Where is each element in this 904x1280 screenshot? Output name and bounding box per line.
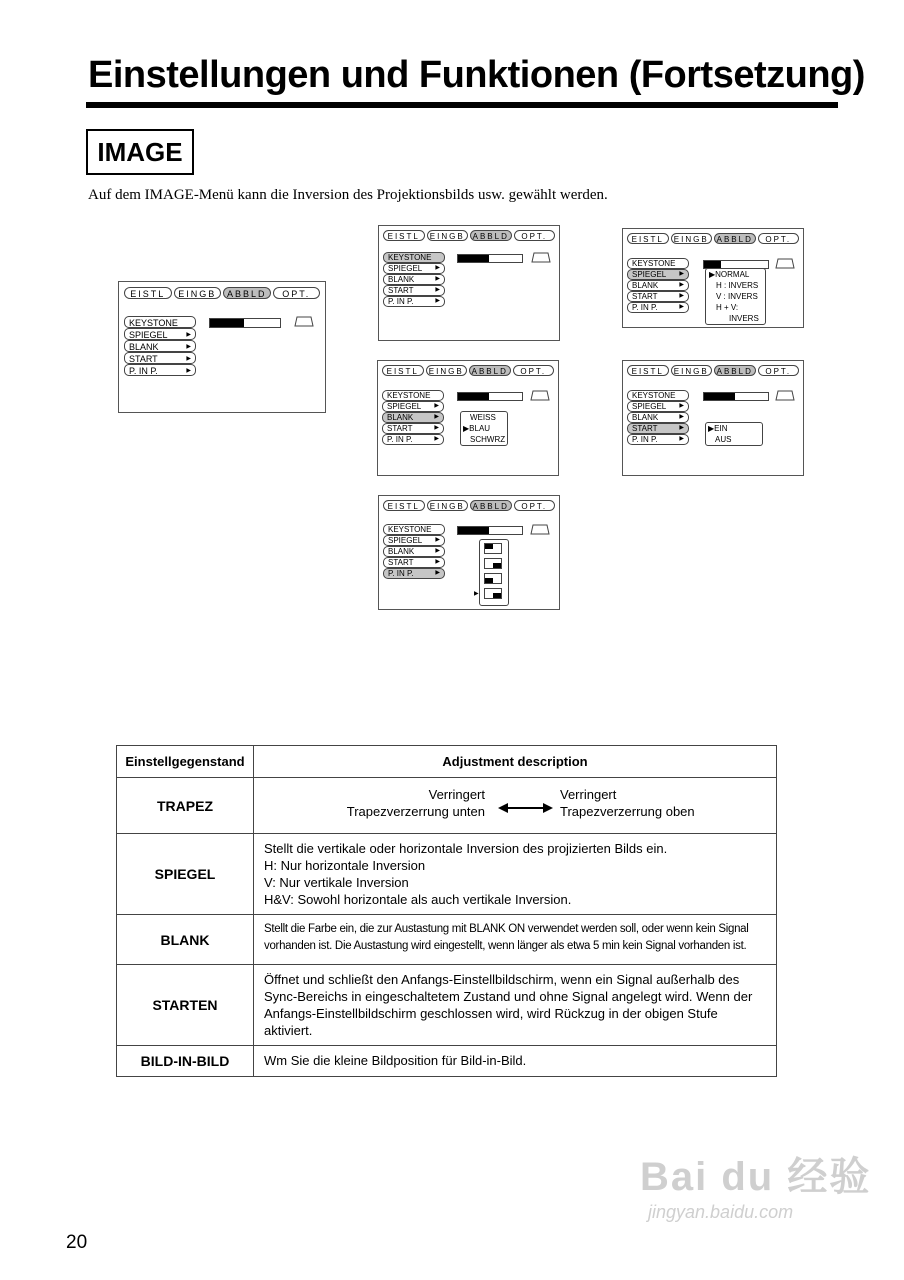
menu-item-spiegel[interactable] [124, 328, 196, 340]
row-desc-bild-in-bild [254, 1046, 777, 1077]
menu-item-start[interactable] [383, 285, 445, 296]
page-number: 20 [66, 1232, 88, 1253]
menu-item-pinp[interactable] [383, 296, 445, 307]
arrow-right-icon: ▶ [435, 570, 440, 576]
pinp-bottom-left-icon[interactable] [484, 573, 502, 584]
menu-item-spiegel[interactable] [627, 269, 689, 280]
tab-opt[interactable]: OPT. [514, 230, 556, 241]
menu-item-keystone[interactable] [627, 258, 689, 269]
menu-item-label: START [388, 286, 414, 295]
tab-abbld[interactable]: ABBLD [470, 230, 512, 241]
menu-item-label: SPIEGEL [387, 402, 422, 411]
row-label-blank: BLANK [117, 915, 254, 965]
blank-submenu [460, 411, 508, 446]
menu-item-spiegel[interactable] [627, 401, 689, 412]
menu-item-label: SPIEGEL [388, 536, 423, 545]
tab-eistl[interactable]: EISTL [383, 230, 425, 241]
trapez-right-text [560, 786, 695, 820]
tab-eistl[interactable]: EISTL [382, 365, 424, 376]
option-blau[interactable]: ▶BLAU [463, 424, 491, 433]
double-arrow-icon [498, 802, 553, 814]
tab-abbld[interactable]: ABBLD [714, 365, 756, 376]
arrow-right-icon: ▶ [435, 276, 440, 282]
menu-item-pinp[interactable] [382, 434, 444, 445]
arrow-right-icon: ▶ [679, 425, 684, 431]
arrow-right-icon: ▶ [679, 403, 684, 409]
menu-item-blank[interactable] [627, 280, 689, 291]
arrow-right-icon: ▶ [435, 548, 440, 554]
menu-item-label: P. IN P. [387, 435, 413, 444]
menu-item-spiegel[interactable] [383, 535, 445, 546]
menu-item-start[interactable] [627, 291, 689, 302]
tab-eistl[interactable]: EISTL [383, 500, 425, 511]
menu-item-label: BLANK [388, 547, 415, 556]
row-desc-trapez [254, 778, 777, 834]
osd-tabs [383, 500, 555, 511]
menu-item-label: START [632, 292, 658, 301]
keystone-slider[interactable] [457, 254, 523, 263]
osd-keystone [378, 225, 560, 341]
menu-item-start[interactable] [627, 423, 689, 434]
tab-eingb[interactable]: EINGB [671, 365, 713, 376]
trapezoid-icon [531, 252, 551, 263]
watermark-logo: Bai du 经验 [640, 1155, 872, 1199]
column-header-description: Adjustment description [254, 746, 777, 778]
osd-pinp [378, 495, 560, 610]
page-title: Einstellungen und Funktionen (Fortsetzung) [88, 54, 865, 96]
menu-item-blank[interactable] [382, 412, 444, 423]
tab-abbld[interactable]: ABBLD [470, 500, 512, 511]
osd-tabs [383, 230, 555, 241]
intro-text: Auf dem IMAGE-Menü kann die Inversion des Projektionsbilds usw. gewählt werden. [88, 187, 608, 203]
arrow-right-icon: ▶ [434, 425, 439, 431]
desc-line: H: Nur horizontale Inversion [264, 858, 426, 873]
menu-item-blank[interactable] [124, 340, 196, 352]
desc-line: Anfangs-Einstellbildschirm geschlossen wird, wird Rückzug in der obigen Stufe aktiviert. [264, 1006, 718, 1038]
keystone-slider[interactable] [457, 392, 523, 401]
row-label-trapez: TRAPEZ [117, 778, 254, 834]
table-row [117, 1046, 777, 1077]
slider-fill [458, 255, 489, 262]
trapezoid-icon [530, 390, 550, 401]
desc-line: Stellt die Farbe ein, die zur Austastung mit BLANK ON verwendet werden soll, oder wenn kein Signal [264, 923, 749, 935]
desc-line: Sync-Bereichs in eingeschaltetem Zustand und ohne Signal angelegt wird. Wenn der [264, 989, 753, 1004]
osd-tabs [124, 287, 320, 299]
tab-abbld[interactable]: ABBLD [714, 233, 756, 244]
menu-item-label: START [129, 354, 158, 364]
arrow-right-icon: ▶ [679, 436, 684, 442]
arrow-right-icon: ▶ [435, 298, 440, 304]
trapezoid-icon [530, 524, 550, 535]
option-v-invers[interactable]: V : INVERS [716, 292, 758, 301]
menu-item-label: KEYSTONE [632, 259, 676, 268]
menu-item-label: BLANK [632, 413, 659, 422]
menu-item-keystone[interactable] [383, 524, 445, 535]
desc-line: Stellt die vertikale oder horizontale Inversion des projizierten Bilds ein. [264, 841, 668, 856]
row-desc-blank [254, 915, 777, 965]
column-header-item: Einstellgegenstand [117, 746, 254, 778]
title-rule [86, 102, 838, 108]
option-hv-invers[interactable]: H + V: [716, 303, 739, 312]
tab-eistl[interactable]: EISTL [627, 233, 669, 244]
tab-eingb[interactable]: EINGB [671, 233, 713, 244]
arrow-right-icon: ▶ [679, 304, 684, 310]
pinp-top-right-icon[interactable] [484, 558, 502, 569]
option-h-invers[interactable]: H : INVERS [716, 281, 759, 290]
tab-eingb[interactable]: EINGB [174, 287, 222, 299]
arrow-right-icon: ▶ [186, 368, 191, 374]
menu-item-label: P. IN P. [632, 303, 658, 312]
menu-item-blank[interactable] [383, 546, 445, 557]
tab-opt[interactable]: OPT. [273, 287, 321, 299]
osd-tabs [627, 233, 799, 244]
arrow-right-icon: ▶ [435, 287, 440, 293]
slider-fill [458, 527, 489, 534]
osd-spiegel [622, 228, 804, 328]
trapez-left-text [347, 786, 485, 820]
row-label-spiegel: SPIEGEL [117, 834, 254, 915]
trapezoid-icon [294, 316, 314, 327]
arrow-right-icon: ▶ [435, 265, 440, 271]
menu-item-spiegel[interactable] [382, 401, 444, 412]
menu-item-label: P. IN P. [388, 297, 414, 306]
menu-item-label: BLANK [632, 281, 659, 290]
menu-item-label: KEYSTONE [129, 318, 178, 328]
slider-fill [458, 393, 489, 400]
row-label-starten: STARTEN [117, 965, 254, 1046]
menu-item-keystone[interactable] [124, 316, 196, 328]
osd-blank [377, 360, 559, 476]
arrow-right-icon: ▶ [186, 356, 191, 362]
menu-item-label: START [632, 424, 658, 433]
option-schwrz[interactable]: SCHWRZ [470, 435, 506, 444]
watermark-url: jingyan.baidu.com [648, 1202, 794, 1222]
menu-item-start[interactable] [382, 423, 444, 434]
keystone-slider[interactable] [703, 392, 769, 401]
trapez-right-line1: Verringert [560, 786, 617, 802]
arrow-right-icon: ▶ [679, 271, 684, 277]
menu-item-label: KEYSTONE [632, 391, 676, 400]
menu-item-keystone[interactable] [382, 390, 444, 401]
row-label-bild-in-bild: BILD-IN-BILD [117, 1046, 254, 1077]
menu-item-pinp[interactable] [627, 302, 689, 313]
tab-opt[interactable]: OPT. [758, 365, 800, 376]
watermark [640, 1145, 871, 1223]
menu-item-start[interactable] [383, 557, 445, 568]
tab-abbld[interactable]: ABBLD [223, 287, 271, 299]
menu-item-label: START [388, 558, 414, 567]
desc-line: H&V: Sowohl horizontale als auch vertikale Inversion. [264, 892, 572, 907]
menu-item-start[interactable] [124, 352, 196, 364]
tab-eingb[interactable]: EINGB [427, 500, 469, 511]
desc-line: Wm Sie die kleine Bildposition für Bild-in-Bild. [264, 1053, 527, 1068]
menu-item-label: SPIEGEL [129, 330, 168, 340]
tab-opt[interactable]: OPT. [758, 233, 800, 244]
arrow-right-icon: ▶ [434, 403, 439, 409]
trapezoid-icon [775, 390, 795, 401]
keystone-slider[interactable] [209, 318, 281, 328]
tab-eistl[interactable]: EISTL [627, 365, 669, 376]
pinp-position-submenu [479, 539, 509, 606]
tab-opt[interactable]: OPT. [514, 500, 556, 511]
menu-item-label: P. IN P. [129, 366, 158, 376]
osd-main-menu [118, 281, 326, 413]
adjustment-table [116, 745, 777, 1077]
menu-item-label: KEYSTONE [388, 525, 432, 534]
row-desc-spiegel [254, 834, 777, 915]
arrow-right-icon: ▶ [434, 414, 439, 420]
tab-opt[interactable]: OPT. [513, 365, 555, 376]
tab-eistl[interactable]: EISTL [124, 287, 172, 299]
menu-item-blank[interactable] [383, 274, 445, 285]
tab-eingb[interactable]: EINGB [427, 230, 469, 241]
option-hv-invers-line2: INVERS [729, 314, 759, 323]
menu-item-label: SPIEGEL [388, 264, 423, 273]
option-ein[interactable]: ▶EIN [708, 424, 728, 433]
slider-fill [704, 393, 735, 400]
arrow-right-icon: ▶ [679, 414, 684, 420]
tab-eingb[interactable]: EINGB [426, 365, 468, 376]
row-desc-starten [254, 965, 777, 1046]
menu-item-label: KEYSTONE [387, 391, 431, 400]
trapez-right-line2: Trapezverzerrung oben [560, 803, 695, 819]
slider-fill [704, 261, 721, 268]
trapezoid-icon [775, 258, 795, 269]
osd-start [622, 360, 804, 476]
menu-item-label: SPIEGEL [632, 270, 667, 279]
menu-item-label: P. IN P. [388, 569, 414, 578]
slider-fill [210, 319, 244, 327]
menu-item-pinp[interactable] [383, 568, 445, 579]
desc-line: Öffnet und schließt den Anfangs-Einstellbildschirm, wenn ein Signal außerhalb des [264, 972, 740, 987]
menu-item-keystone[interactable] [627, 390, 689, 401]
menu-item-label: SPIEGEL [632, 402, 667, 411]
menu-item-label: KEYSTONE [388, 253, 432, 262]
arrow-right-icon: ▶ [679, 282, 684, 288]
menu-item-blank[interactable] [627, 412, 689, 423]
menu-item-pinp[interactable] [124, 364, 196, 376]
menu-item-label: BLANK [129, 342, 159, 352]
table-row [117, 834, 777, 915]
pinp-bottom-right-icon[interactable] [484, 588, 502, 599]
table-row [117, 915, 777, 965]
menu-item-pinp[interactable] [627, 434, 689, 445]
arrow-right-icon: ▶ [435, 537, 440, 543]
trapez-left-line1: Verringert [428, 786, 485, 802]
desc-line: vorhanden ist. Die Austastung wird eingestellt, wenn länger als etwa 5 min kein Signal vorhanden ist. [264, 940, 747, 952]
menu-item-label: BLANK [388, 275, 415, 284]
osd-tabs [627, 365, 799, 376]
menu-item-label: BLANK [387, 413, 414, 422]
option-weiss[interactable]: WEISS [470, 413, 496, 422]
keystone-slider[interactable] [457, 526, 523, 535]
selection-arrow-icon: ▶ [474, 591, 479, 597]
trapez-left-line2: Trapezverzerrung unten [346, 803, 485, 819]
option-normal[interactable]: ▶NORMAL [709, 270, 750, 279]
arrow-right-icon: ▶ [679, 293, 684, 299]
osd-tabs [382, 365, 554, 376]
section-heading: IMAGE [86, 129, 194, 175]
table-row [117, 778, 777, 834]
option-aus[interactable]: AUS [715, 435, 732, 444]
arrow-right-icon: ▶ [186, 344, 191, 350]
arrow-right-icon: ▶ [434, 436, 439, 442]
spiegel-submenu [705, 268, 766, 325]
start-submenu [705, 422, 763, 446]
menu-item-label: START [387, 424, 413, 433]
desc-line: V: Nur vertikale Inversion [264, 875, 409, 890]
table-row [117, 965, 777, 1046]
pinp-top-left-icon[interactable] [484, 543, 502, 554]
menu-item-keystone[interactable] [383, 252, 445, 263]
menu-item-label: P. IN P. [632, 435, 658, 444]
menu-item-spiegel[interactable] [383, 263, 445, 274]
tab-abbld[interactable]: ABBLD [469, 365, 511, 376]
arrow-right-icon: ▶ [186, 332, 191, 338]
arrow-right-icon: ▶ [435, 559, 440, 565]
